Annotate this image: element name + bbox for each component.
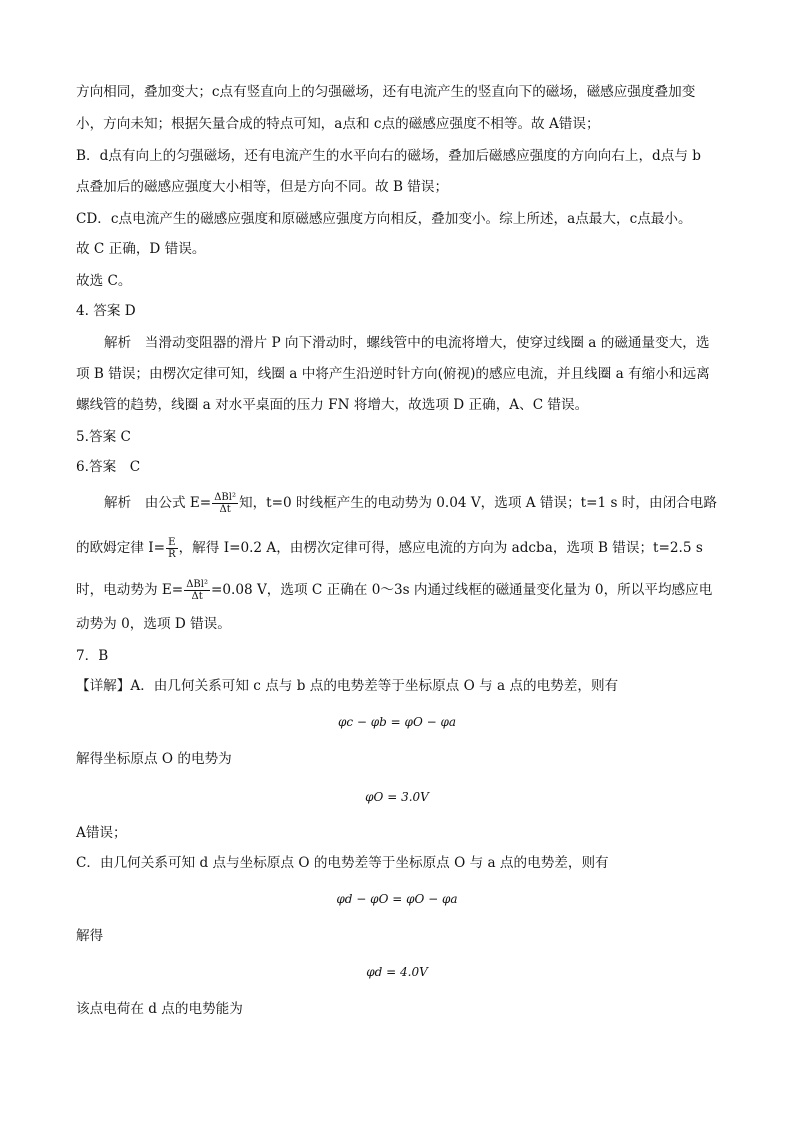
text-line: 解得坐标原点 O 的电势为 [76,751,232,767]
text-segment: 知，t=0 时线框产生的电动势为 0.04 V，选项 A 错误；t=1 s 时，由闭合电路 [238,495,717,511]
answer-heading: 4. 答案 D [76,303,136,319]
text-line-with-formula [104,492,717,515]
text-line: 小，方向未知；根据矢量合成的特点可知，a点和 c点的磁感应强度不相等。故 A错误； [76,116,600,132]
text-line: 故 C 正确，D 错误。 [76,241,206,257]
equation: φc − φb = φO − φa [337,715,457,729]
text-line-with-formula [76,579,712,602]
answer-heading: 6.答案 C [76,459,141,475]
equation: φd = 4.0V [366,965,428,979]
text-segment: 的欧姆定律 I= [76,540,166,556]
text-line: C．由几何关系可知 d 点与坐标原点 O 的电势差等于坐标原点 O 与 a 点的电势差，则有 [76,855,609,871]
text-line: 解析 当滑动变阻器的滑片 P 向下滑动时，螺线管中的电流将增大，使穿过线圈 a 的磁通量变大，选 [104,335,710,351]
text-line: 【详解】A．由几何关系可知 c 点与 b 点的电势差等于坐标原点 O 与 a 点的电势差，则有 [76,678,619,694]
formula-fraction [166,537,178,560]
text-line: 方向相同，叠加变大；c点有竖直向上的匀强磁场，还有电流产生的竖直向下的磁场，磁感应强度叠加变 [76,84,696,100]
text-line: 该点电荷在 d 点的电势能为 [76,1001,243,1017]
text-line: 动势为 0，选项 D 错误。 [76,616,231,632]
equation: φd − φO = φO − φa [336,892,458,906]
text-line-with-formula [76,537,703,560]
text-line: 项 B 错误；由楞次定律可知，线圈 a 中将产生沿逆时针方向(俯视)的感应电流，并且线圈 a 有缩小和远离 [76,366,710,382]
text-line: 解得 [76,928,104,944]
answer-heading: 5.答案 C [76,429,131,445]
fraction-denominator: R [168,549,176,560]
fraction-numerator: ΔBl² [214,492,236,503]
formula-fraction [212,492,238,515]
text-segment: 时，电动势为 E= [76,582,184,598]
fraction-numerator: ΔBl² [186,579,208,590]
fraction-numerator: E [166,537,178,549]
text-segment: =0.08 V，选项 C 正确在 0～3s 内通过线框的磁通量变化量为 0，所以平均感应电 [210,582,713,598]
answer-heading: 7．B [76,648,109,664]
text-line: B．d点有向上的匀强磁场，还有电流产生的水平向右的磁场，叠加后磁感应强度的方向向右上，d点与 b [76,148,701,164]
formula-fraction [184,579,210,602]
text-line: A错误； [76,825,127,841]
text-segment: 解析 由公式 E= [104,495,212,511]
text-line: 螺线管的趋势，线圈 a 对水平桌面的压力 FN 将增大，故选项 D 正确，A、C 错误。 [76,397,589,413]
text-line: 故选 C。 [76,273,132,289]
fraction-denominator: Δt [191,591,203,602]
text-line: 点叠加后的磁感应强度大小相等，但是方向不同。故 B 错误； [76,179,449,195]
text-segment: ，解得 I=0.2 A，由楞次定律可得，感应电流的方向为 adcba，选项 B 错误；t=2.5 s [178,540,703,556]
equation: φO = 3.0V [365,790,429,804]
fraction-denominator: Δt [219,504,231,515]
text-line: CD．c点电流产生的磁感应强度和原磁感应强度方向相反，叠加变小。综上所述，a点最大，c点最小。 [76,211,692,227]
